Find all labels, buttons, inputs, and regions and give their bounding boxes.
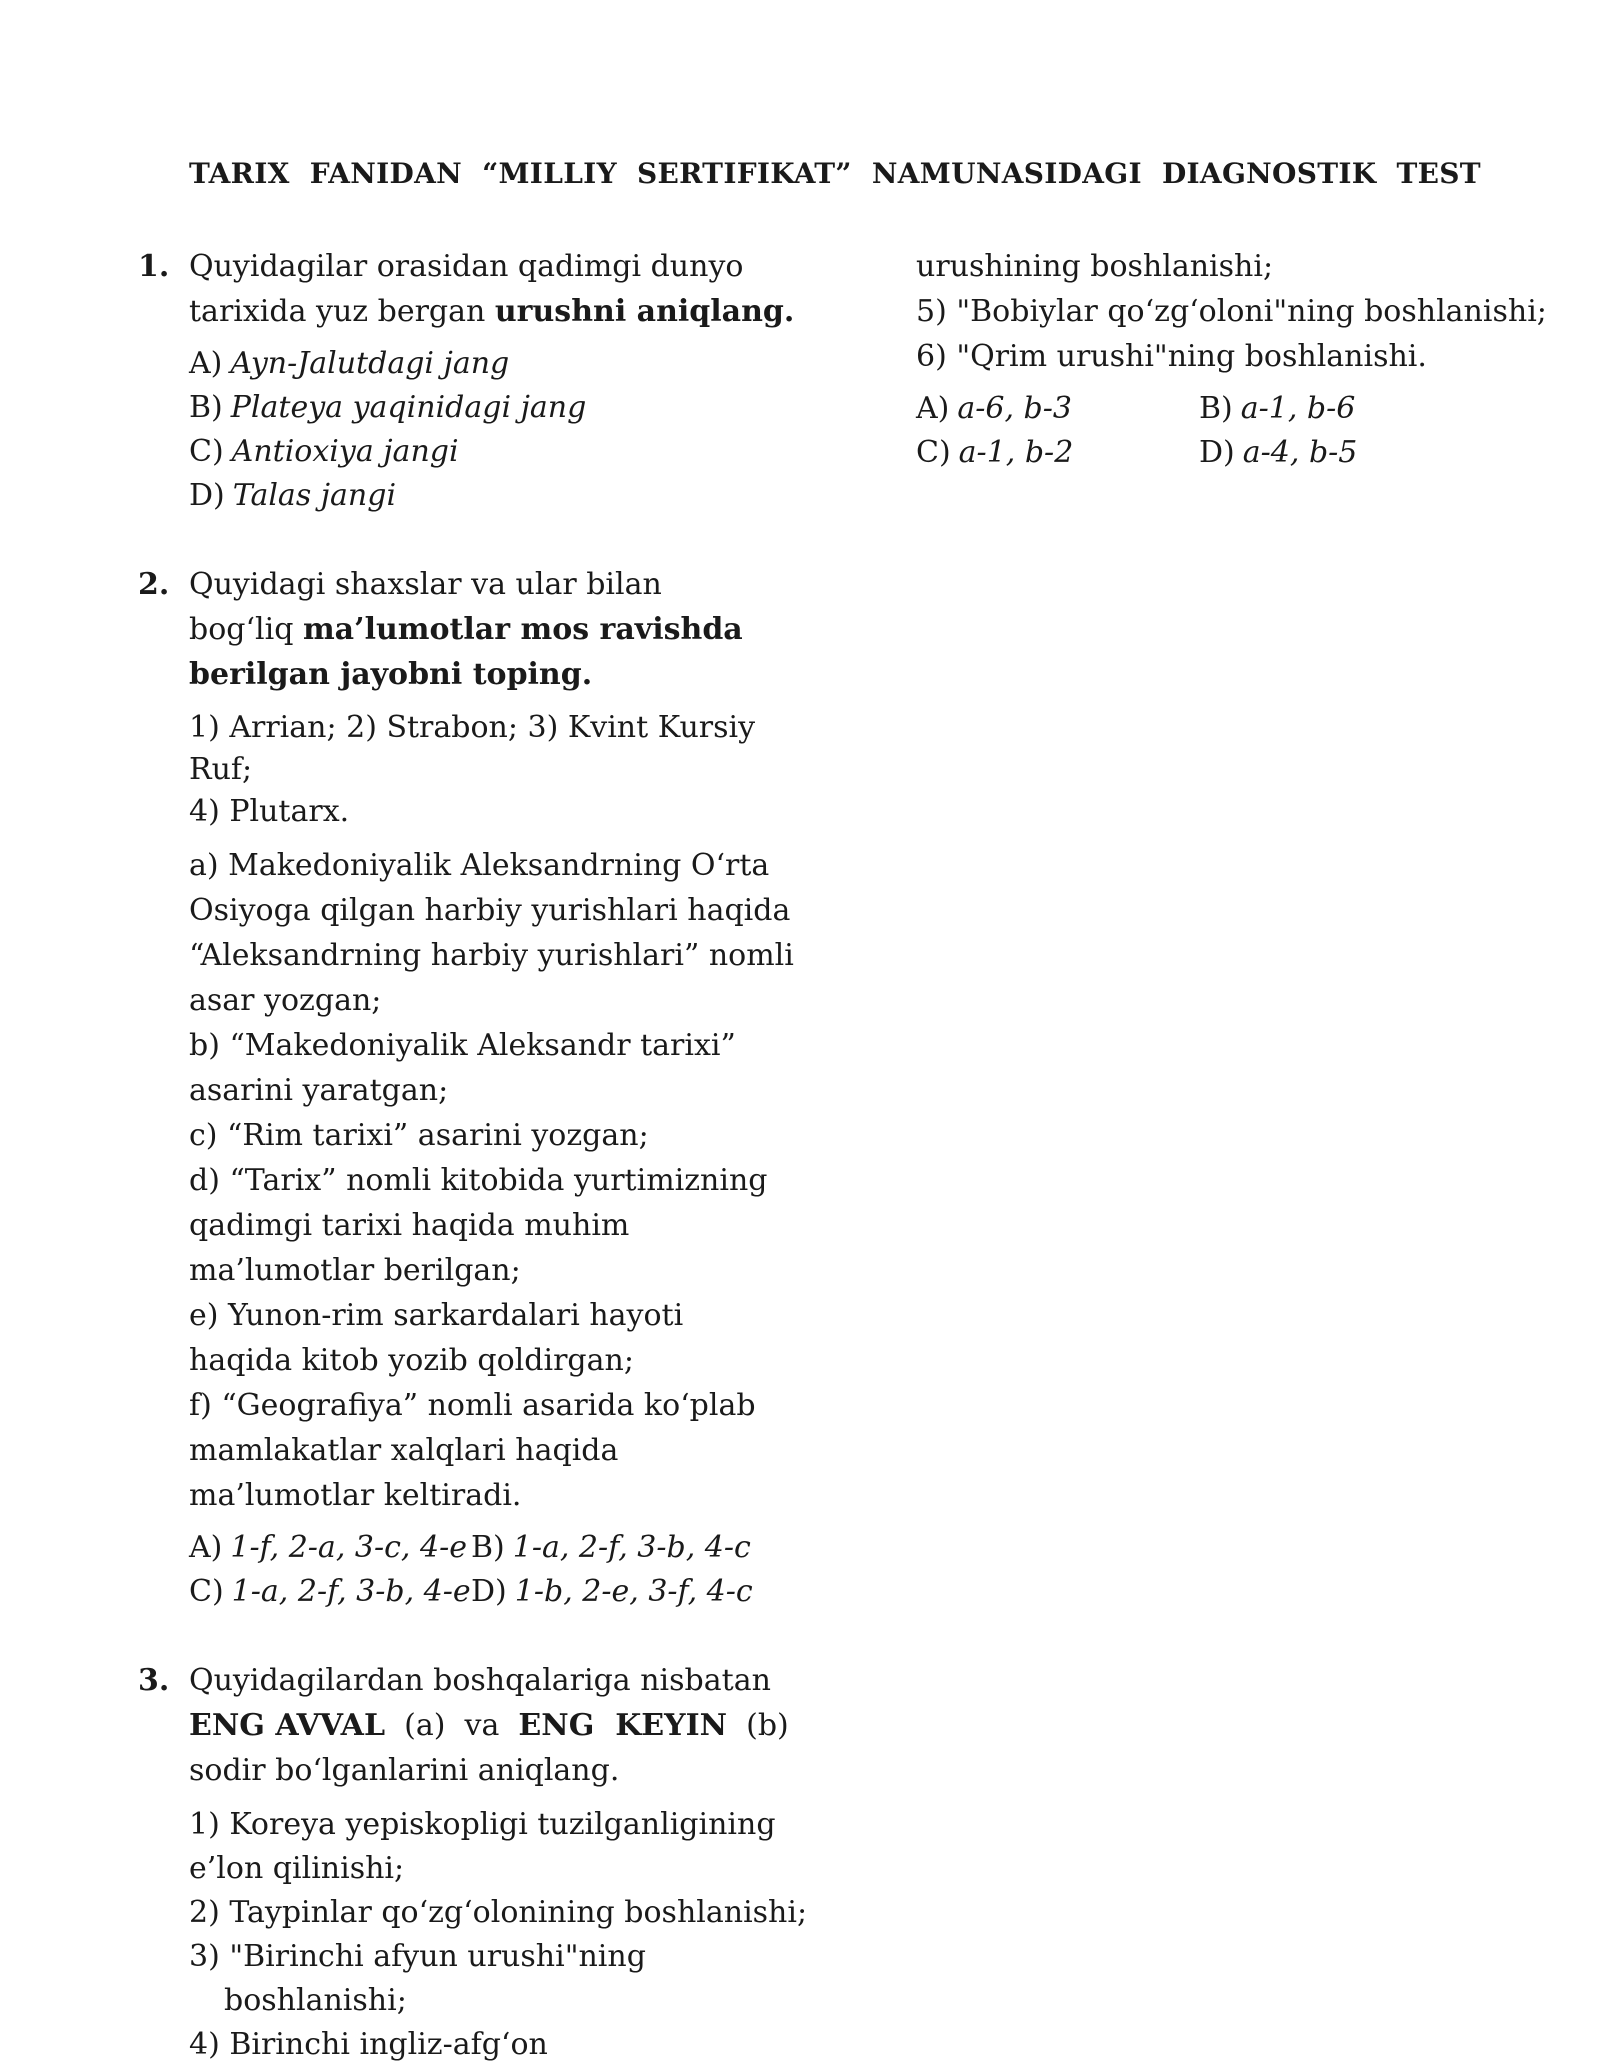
- list-item: Ruf;: [189, 752, 253, 787]
- option-a[interactable]: [916, 387, 1199, 431]
- stem-line: Quyidagilardan boshqalariga nisbatan: [189, 1663, 771, 1698]
- option-text: Ayn-Jalutdagi jang: [230, 346, 510, 381]
- list-item: d) “Tarix” nomli kitobida yurtimizning: [189, 1163, 768, 1198]
- list-item: ma’lumotlar keltiradi.: [189, 1478, 522, 1513]
- question-number: 2.: [138, 567, 170, 602]
- list-item: e) Yunon-rim sarkardalari hayoti: [189, 1298, 684, 1333]
- stem-line: [189, 607, 758, 652]
- stem-line: [189, 652, 758, 697]
- list-item: mamlakatlar xalqlari haqida: [189, 1433, 619, 1468]
- answer-options: [916, 387, 1536, 475]
- stem-line: Quyidagilar orasidan qadimgi dunyo: [189, 249, 744, 284]
- list-item: 1) Koreya yepiskopligi tuzilganligining: [189, 1807, 776, 1842]
- right-column: [916, 244, 1547, 475]
- stem-text: (a): [404, 1708, 446, 1743]
- list-item: 2) Taypinlar qo‘zg‘olonining boshlanishi;: [189, 1895, 808, 1930]
- list-item: 4) Plutarx.: [189, 794, 350, 829]
- option-letter: B): [471, 1530, 505, 1565]
- list-item: c) “Rim tarixi” asarini yozgan;: [189, 1118, 649, 1153]
- option-text: Talas jangi: [232, 478, 397, 513]
- stem-line: sodir bo‘lganlarini aniqlang.: [189, 1753, 620, 1788]
- option-text: a-4, b-5: [1242, 435, 1358, 470]
- question-number: 1.: [138, 249, 170, 284]
- list-item: urushining boshlanishi;: [916, 249, 1274, 284]
- option-text: 1-b, 2-e, 3-f, 4-c: [514, 1574, 753, 1609]
- question-1: [138, 244, 795, 518]
- stem-text: va: [464, 1708, 500, 1743]
- option-a[interactable]: [189, 1526, 471, 1570]
- option-letter: C): [189, 1574, 224, 1609]
- stem-line: [189, 289, 795, 334]
- option-c[interactable]: [189, 430, 758, 474]
- list-item: asarini yaratgan;: [189, 1073, 449, 1108]
- people-list: [189, 707, 758, 833]
- title-word: DIAGNOSTIK: [1161, 157, 1377, 190]
- answer-options: [189, 1526, 758, 1614]
- option-letter: A): [916, 391, 950, 426]
- option-letter: B): [1199, 391, 1233, 426]
- stem-emphasis: ma’lumotlar mos ravishda: [302, 612, 743, 647]
- option-text: 1-a, 2-f, 3-b, 4-e: [231, 1574, 471, 1609]
- option-letter: A): [189, 1530, 223, 1565]
- stem-line: [189, 1703, 789, 1748]
- title-word: FANIDAN: [309, 157, 463, 190]
- list-item: b) “Makedoniyalik Aleksandr tarixi”: [189, 1028, 736, 1063]
- list-item: ma’lumotlar berilgan;: [189, 1253, 521, 1288]
- option-letter: D): [471, 1574, 507, 1609]
- stem-emphasis: ENG KEYIN: [518, 1708, 728, 1743]
- question-3: [138, 1658, 808, 2067]
- option-c[interactable]: [189, 1570, 471, 1614]
- test-title: [189, 157, 1489, 190]
- option-letter: C): [916, 435, 951, 470]
- list-item: 6) "Qrim urushi"ning boshlanishi.: [916, 339, 1427, 374]
- question-stem: [189, 244, 795, 334]
- option-text: 1-f, 2-a, 3-c, 4-e: [230, 1530, 467, 1565]
- option-d[interactable]: [471, 1570, 753, 1614]
- option-letter: A): [189, 346, 223, 381]
- left-column: [138, 244, 808, 2067]
- list-item: 1) Arrian; 2) Strabon; 3) Kvint Kursiy: [189, 710, 756, 745]
- option-d[interactable]: [189, 474, 758, 518]
- list-item: qadimgi tarixi haqida muhim: [189, 1208, 630, 1243]
- option-b[interactable]: [471, 1526, 751, 1570]
- title-word: TARIX: [189, 157, 290, 190]
- facts-list: [189, 843, 794, 1518]
- option-a[interactable]: [189, 342, 758, 386]
- list-item: boshlanishi;: [224, 1983, 407, 2018]
- option-text: Antioxiya jangi: [231, 434, 459, 469]
- list-item: haqida kitob yozib qoldirgan;: [189, 1343, 634, 1378]
- option-letter: D): [189, 478, 225, 513]
- stem-emphasis: urushni aniqlang.: [494, 294, 795, 329]
- option-letter: D): [1199, 435, 1235, 470]
- question-2: [138, 562, 794, 1614]
- question-stem: [189, 562, 758, 697]
- list-item: asar yozgan;: [189, 983, 382, 1018]
- title-word: NAMUNASIDAGI: [871, 157, 1142, 190]
- stem-text: tarixida yuz bergan: [189, 294, 495, 329]
- title-word: SERTIFIKAT”: [636, 157, 852, 190]
- option-letter: C): [189, 434, 224, 469]
- list-item: f) “Geografiya” nomli asarida ko‘plab: [189, 1388, 756, 1423]
- stem-emphasis: ENG AVVAL: [189, 1708, 386, 1743]
- title-word: “MILLIY: [482, 157, 617, 190]
- list-item: a) Makedoniyalik Aleksandrning O‘rta: [189, 848, 770, 883]
- option-b[interactable]: [1199, 387, 1459, 431]
- question-stem: [189, 1658, 789, 1793]
- stem-text: (b): [746, 1708, 789, 1743]
- option-c[interactable]: [916, 431, 1199, 475]
- option-b[interactable]: [189, 386, 758, 430]
- events-list-continued: [916, 244, 1547, 379]
- option-letter: B): [189, 390, 223, 425]
- option-d[interactable]: [1199, 431, 1459, 475]
- question-number: 3.: [138, 1663, 170, 1698]
- question-3-continued: [916, 244, 1547, 475]
- option-text: a-6, b-3: [957, 391, 1072, 426]
- answer-options: [189, 342, 758, 518]
- list-item: 5) "Bobiylar qo‘zg‘oloni"ning boshlanishi;: [916, 294, 1547, 329]
- option-text: 1-a, 2-f, 3-b, 4-c: [512, 1530, 751, 1565]
- stem-emphasis: berilgan jayobni toping.: [189, 657, 593, 692]
- list-item: 3) "Birinchi afyun urushi"ning: [189, 1939, 646, 1974]
- option-text: Plateya yaqinidagi jang: [230, 390, 587, 425]
- stem-line: Quyidagi shaxslar va ular bilan: [189, 567, 662, 602]
- option-text: a-1, b-6: [1240, 391, 1356, 426]
- title-word: TEST: [1396, 157, 1481, 190]
- stem-text: bog‘liq: [189, 612, 303, 647]
- list-item: Osiyoga qilgan harbiy yurishlari haqida: [189, 893, 791, 928]
- list-item: 4) Birinchi ingliz-afg‘on: [189, 2027, 548, 2062]
- list-item: “Aleksandrning harbiy yurishlari” nomli: [189, 938, 794, 973]
- events-list: [189, 1803, 808, 2067]
- option-text: a-1, b-2: [958, 435, 1074, 470]
- list-item: e’lon qilinishi;: [189, 1851, 405, 1886]
